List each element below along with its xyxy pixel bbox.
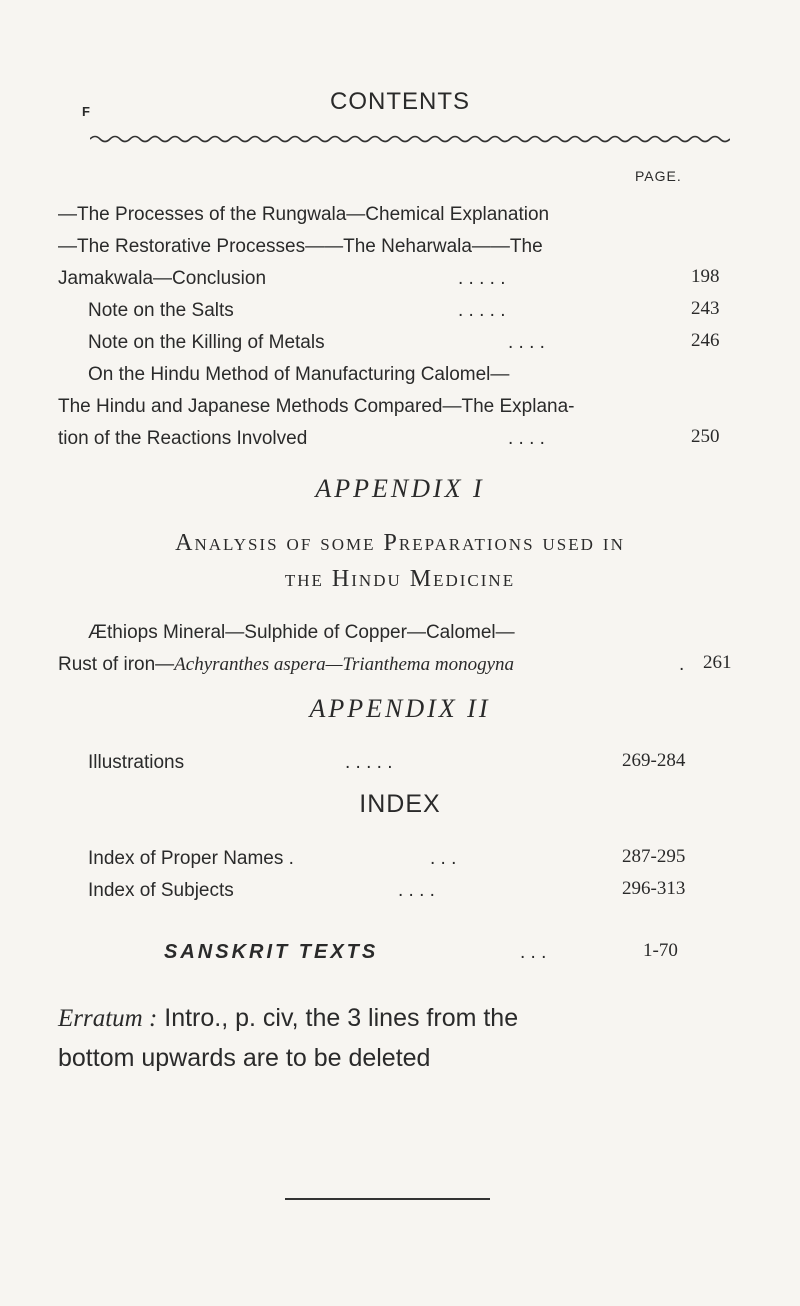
index-entry: Index of Subjects <box>88 880 234 901</box>
toc-line: On the Hindu Method of Manufacturing Calomel— <box>88 364 510 385</box>
appendix-1-entry: Æthiops Mineral—Sulphide of Copper—Calomel— <box>88 622 515 643</box>
toc-leaders: . . . . <box>508 428 545 449</box>
toc-leaders: . . . . <box>398 880 435 901</box>
toc-line: The Hindu and Japanese Methods Compared—The Explana- <box>58 396 575 417</box>
toc-line: tion of the Reactions Involved <box>58 428 308 449</box>
toc-line: Jamakwala—Conclusion <box>58 268 267 289</box>
toc-leaders: . . . <box>520 942 547 963</box>
toc-leaders: . . . . . <box>458 300 506 321</box>
toc-line: Note on the Killing of Metals <box>88 332 325 353</box>
appendix-1-entry-italic: Achyranthes aspera—Trianthema monogyna <box>174 654 515 675</box>
toc-page-number: 287-295 <box>622 846 686 867</box>
toc-line: —The Processes of the Rungwala—Chemical Explanation <box>58 204 550 225</box>
erratum-label: Erratum : <box>58 1005 158 1032</box>
toc-page-number: 1-70 <box>643 940 678 961</box>
index-heading: INDEX <box>359 790 441 818</box>
appendix-2-entry: Illustrations <box>88 752 185 773</box>
toc-page-number: 296-313 <box>622 878 686 899</box>
toc-line: —The Restorative Processes——The Neharwala——The <box>58 236 543 257</box>
toc-page-number: 250 <box>691 426 720 447</box>
appendix-1-subtitle: Analysis of some Preparations used in <box>175 530 625 556</box>
erratum-text: Intro., p. civ, the 3 lines from the <box>157 1004 519 1032</box>
toc-leaders: . . . . . <box>458 268 506 289</box>
toc-page-number: 246 <box>691 330 720 351</box>
toc-page-number: 198 <box>691 266 720 287</box>
appendix-1-subtitle: the Hindu Medicine <box>284 566 516 592</box>
page-column-header: PAGE. <box>635 168 682 184</box>
toc-leaders: . . . <box>430 848 457 869</box>
sanskrit-texts-label: SANSKRIT TEXTS <box>164 941 379 963</box>
toc-leaders: . . . . . <box>345 752 393 773</box>
toc-page-number: 261 <box>703 652 732 673</box>
appendix-1-entry-plain: Rust of iron— <box>58 654 175 675</box>
page-title: CONTENTS <box>330 88 470 115</box>
divider-rule <box>285 1198 490 1200</box>
appendix-1-entry <box>58 654 514 676</box>
appendix-2-heading: APPENDIX II <box>309 694 491 723</box>
appendix-1-heading: APPENDIX I <box>315 474 485 503</box>
index-entry: Index of Proper Names . <box>88 848 294 869</box>
page-signature: F <box>82 104 90 119</box>
toc-page-number: 269-284 <box>622 750 686 771</box>
toc-line: Note on the Salts <box>88 300 234 321</box>
toc-page-number: 243 <box>691 298 720 319</box>
wavy-rule <box>90 132 730 146</box>
toc-leaders: . . . . <box>508 332 545 353</box>
erratum-line: bottom upwards are to be deleted <box>58 1044 431 1072</box>
erratum-line <box>58 1004 518 1033</box>
toc-leaders: . <box>679 654 685 675</box>
